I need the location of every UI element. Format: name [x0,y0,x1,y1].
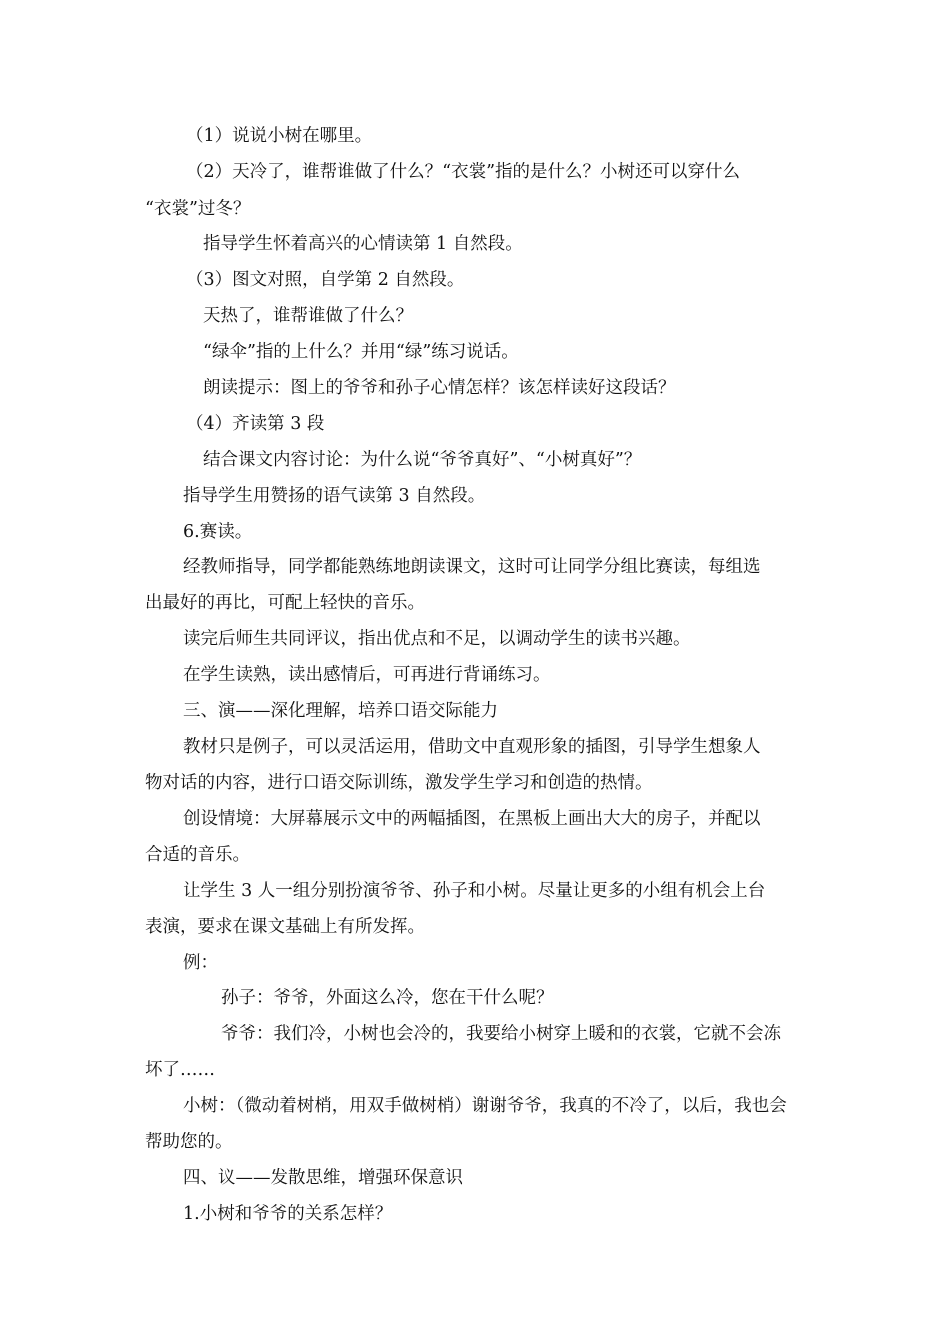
text-line: “衣裳”过冬？ [145,199,251,219]
text-line: 朗读提示：图上的爷爷和孙子心情怎样？该怎样读好这段话？ [203,378,676,398]
dialogue-line: 帮助您的。 [145,1132,233,1152]
text-line: （3）图文对照，自学第 2 自然段。 [186,270,465,290]
section-heading: 三、演——深化理解，培养口语交际能力 [183,701,498,721]
text-line: 读完后师生共同评议，指出优点和不足，以调动学生的读书兴趣。 [183,629,691,649]
text-line: （1）说说小树在哪里。 [186,126,373,146]
text-line: 6.赛读。 [183,522,253,542]
text-line: 结合课文内容讨论：为什么说“爷爷真好”、“小树真好”？ [203,450,642,470]
text-line: （2）天冷了，谁帮谁做了什么？“衣裳”指的是什么？小树还可以穿什么 [186,162,741,182]
text-line: 在学生读熟，读出感情后，可再进行背诵练习。 [183,665,551,685]
text-line: 指导学生用赞扬的语气读第 3 自然段。 [183,486,486,506]
dialogue-line: 坏了…… [145,1060,215,1080]
text-line: 物对话的内容，进行口语交际训练，激发学生学习和创造的热情。 [145,773,653,793]
dialogue-line: 小树：（微动着树梢，用双手做树梢）谢谢爷爷，我真的不冷了，以后，我也会 [183,1096,787,1116]
dialogue-line: 爷爷：我们冷，小树也会冷的，我要给小树穿上暖和的衣裳，它就不会冻 [221,1024,781,1044]
dialogue-line: 孙子：爷爷，外面这么冷，您在干什么呢？ [221,988,554,1008]
text-line: 教材只是例子，可以灵活运用，借助文中直观形象的插图，引导学生想象人 [183,737,761,757]
text-line: “绿伞”指的上什么？并用“绿”练习说话。 [203,342,519,362]
text-line: 表演，要求在课文基础上有所发挥。 [145,917,425,937]
text-line: 1.小树和爷爷的关系怎样？ [183,1204,393,1224]
text-line: 出最好的再比，可配上轻快的音乐。 [145,593,425,613]
text-line: 让学生 3 人一组分别扮演爷爷、孙子和小树。尽量让更多的小组有机会上台 [183,881,766,901]
section-heading: 四、议——发散思维，增强环保意识 [183,1168,463,1188]
text-line: 天热了，谁帮谁做了什么？ [203,306,413,326]
text-line: （4）齐读第 3 段 [186,414,325,434]
text-line: 经教师指导，同学都能熟练地朗读课文，这时可让同学分组比赛读，每组选 [183,557,761,577]
text-line: 创设情境：大屏幕展示文中的两幅插图，在黑板上画出大大的房子，并配以 [183,809,761,829]
text-line: 合适的音乐。 [145,845,250,865]
text-line: 指导学生怀着高兴的心情读第 1 自然段。 [203,234,523,254]
text-line: 例： [183,953,218,973]
